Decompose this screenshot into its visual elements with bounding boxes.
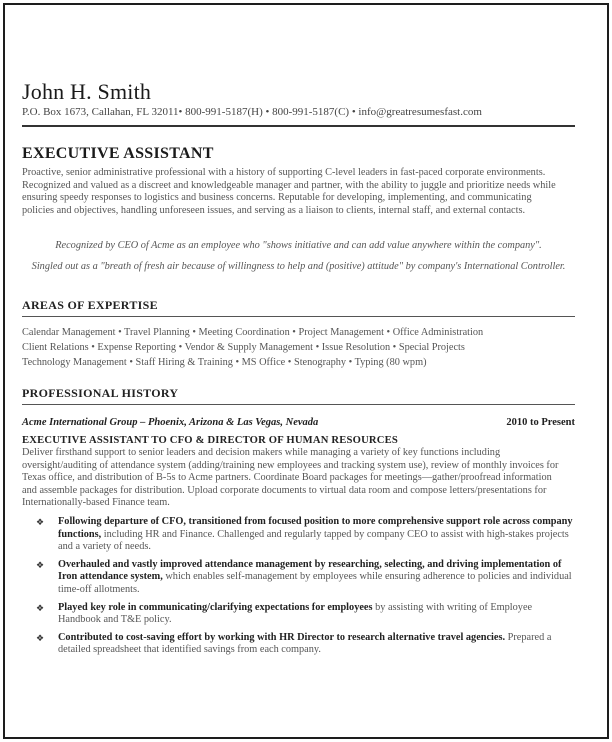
description-line: Texas office, and distribution of B-5s to Acme partners. Coordinate Board packages for meetings—gather/proofread information [22, 472, 552, 484]
diamond-bullet-icon: ❖ [36, 602, 45, 613]
employment-dates: 2010 to Present [506, 417, 575, 428]
diamond-bullet-icon: ❖ [36, 632, 45, 643]
summary-line: Proactive, senior administrative professional with a history of supporting C-level leaders in fast-paced corporate environments. [22, 167, 546, 178]
summary-line: Recognized and valued as a discreet and knowledgeable manager and partner, with the ability to juggle and prioritize needs while [22, 179, 556, 191]
history-heading: PROFESSIONAL HISTORY [22, 386, 179, 400]
resume-title: EXECUTIVE ASSISTANT [22, 145, 214, 162]
description-line: oversight/auditing of attendance system (adding/training new employees and tracking system use), review of monthly invoices for [22, 459, 559, 471]
achievement-list [36, 516, 575, 657]
achievement-highlight: Played key role in communicating/clarifying expectations for employees [58, 601, 373, 613]
job-title: EXECUTIVE ASSISTANT TO CFO & DIRECTOR OF HUMAN RESOURCES [22, 435, 398, 446]
summary-line: ensuring speedy responses to logistics and business concerns. Reputable for developing, implementing, and communicating [22, 192, 532, 204]
achievement-detail: Prepared a detailed spreadsheet that identified savings from each company. [58, 631, 552, 656]
header-divider [22, 125, 575, 127]
company-location: Acme International Group – Phoenix, Arizona & Las Vegas, Nevada [22, 417, 319, 428]
expertise-heading: AREAS OF EXPERTISE [22, 298, 158, 312]
summary-paragraph [22, 167, 575, 217]
achievement-item [36, 632, 575, 657]
expertise-divider [22, 316, 575, 317]
diamond-bullet-icon: ❖ [36, 517, 45, 527]
achievement-item [36, 516, 575, 554]
testimonial-quote-controller: Singled out as a "breath of fresh air because of willingness to help and (positive) attitude" by company's International Controller. [31, 261, 566, 272]
achievement-highlight: Overhauled and vastly improved attendance management by researching, selecting, and driving implementation of Iron attendance system, [58, 558, 562, 583]
contact-info: P.O. Box 1673, Callahan, FL 32011• 800-991-5187(H) • 800-991-5187(C) • info@greatresumesfast.com [22, 106, 482, 118]
achievement-item [36, 559, 575, 597]
diamond-bullet-icon: ❖ [36, 559, 45, 570]
description-line: Internationally-based Finance team. [22, 497, 170, 509]
expertise-line: Technology Management • Staff Hiring & Training • MS Office • Stenography • Typing (80 wpm) [22, 357, 427, 368]
expertise-line: Client Relations • Expense Reporting • Vendor & Supply Management • Issue Resolution • Special Projects [22, 342, 465, 353]
job-description [22, 447, 575, 510]
history-divider [22, 404, 575, 405]
achievement-detail: by assisting with writing of Employee Handbook and T&E policy. [58, 601, 533, 626]
achievement-detail: which enables self-management by employees while ensuring adherence to policies and individual time-off allotments. [58, 571, 572, 595]
expertise-line: Calendar Management • Travel Planning • Meeting Coordination • Project Management • Office Administration [22, 327, 484, 338]
summary-line: policies and objectives, handling unforeseen issues, and serving as a liaison to clients, internal staff, and external contacts. [22, 204, 526, 216]
achievement-item [36, 602, 575, 627]
description-line: Deliver firsthand support to senior leaders and decision makers while managing a variety of key functions including [22, 447, 501, 458]
achievement-highlight: Following departure of CFO, transitioned from focused position to more comprehensive support role across company functions, [58, 516, 573, 540]
candidate-name: John H. Smith [22, 79, 152, 104]
achievement-highlight: Contributed to cost-saving effort by working with HR Director to research alternative travel agencies. [58, 631, 506, 643]
achievement-detail: including HR and Finance. Challenged and regularly tapped by company CEO to assist with high-stakes projects and a variety of needs. [58, 528, 569, 553]
testimonial-quote-ceo: Recognized by CEO of Acme as an employee who "shows initiative and can add value anywhere within the company". [55, 240, 542, 251]
description-line: and assemble packages for distribution. Upload corporate documents to virtual data room and compose letters/presentations for [22, 484, 547, 496]
